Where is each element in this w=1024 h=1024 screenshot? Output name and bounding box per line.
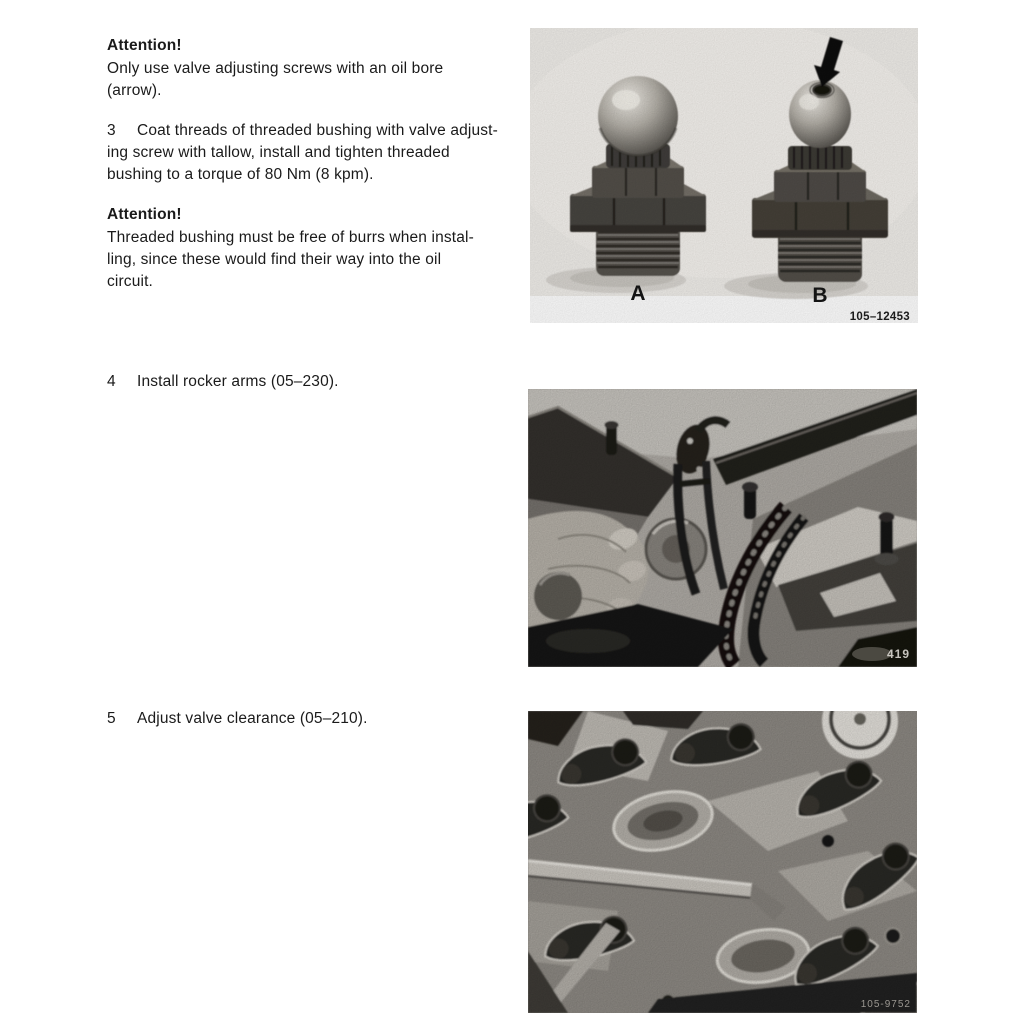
text-line: Install rocker arms (05–230). — [137, 373, 339, 390]
figure-bushings-photo — [530, 28, 918, 328]
text-line: Coat threads of threaded bushing with valve adjust- — [137, 122, 498, 139]
attention-paragraph-1 — [107, 58, 443, 102]
attention-paragraph-2 — [107, 227, 474, 293]
figure-number: 105-9752 — [860, 999, 911, 1010]
figure-label-b: B — [812, 284, 828, 307]
attention-heading-1: Attention! — [107, 37, 182, 54]
attention-heading-2: Attention! — [107, 206, 182, 223]
step-number: 4 — [107, 373, 116, 390]
figure-label-a: A — [630, 282, 646, 305]
text-line: (arrow). — [107, 82, 162, 99]
step-3-paragraph — [107, 120, 498, 186]
step-5-paragraph — [107, 708, 368, 730]
figure-number: 419 — [886, 647, 910, 661]
text-line: ing screw with tallow, install and tighten threaded — [107, 144, 450, 161]
text-line: bushing to a torque of 80 Nm (8 kpm). — [107, 166, 374, 183]
text-line: ling, since these would find their way into the oil — [107, 251, 442, 268]
step-number: 3 — [107, 122, 116, 139]
figure-valve-clearance-photo — [528, 711, 917, 1013]
text-line: circuit. — [107, 273, 153, 290]
text-line: Only use valve adjusting screws with an oil bore — [107, 60, 444, 77]
text-line: Threaded bushing must be free of burrs when instal- — [107, 229, 474, 246]
figure-number: 105–12453 — [849, 311, 910, 323]
text-line: Adjust valve clearance (05–210). — [137, 710, 368, 727]
step-number: 5 — [107, 710, 116, 727]
step-4-paragraph — [107, 371, 339, 393]
figure-rocker-arm-install-photo — [528, 389, 917, 667]
